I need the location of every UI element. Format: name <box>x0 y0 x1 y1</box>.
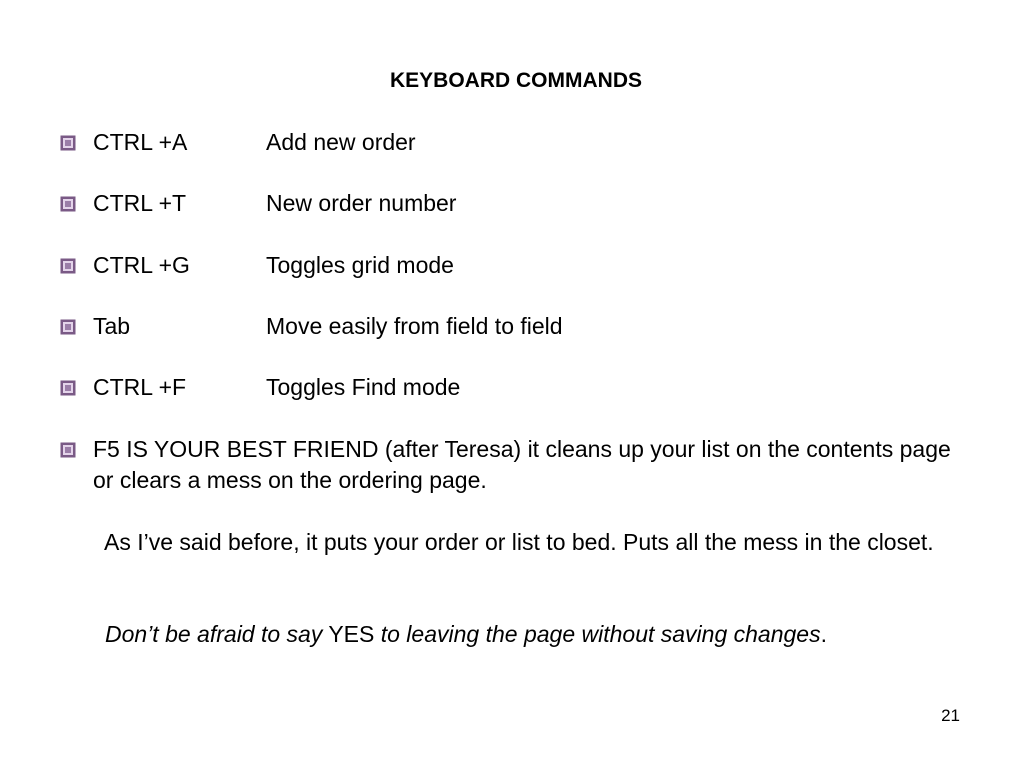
command-key: CTRL +T <box>93 190 187 216</box>
f5-note: As I’ve said before, it puts your order or list to bed. Puts all the mess in the closet. <box>104 529 934 555</box>
command-description: Toggles grid mode <box>266 252 454 278</box>
closing-italic-start: Don’t be afraid to say <box>105 621 323 647</box>
command-key: CTRL +F <box>93 374 187 400</box>
f5-paragraph <box>60 434 960 496</box>
command-description: Toggles Find mode <box>266 374 461 400</box>
command-description: New order number <box>266 190 457 216</box>
closing-emphasis: YES <box>322 621 381 647</box>
square-bullet-icon <box>60 442 76 458</box>
command-key: CTRL +A <box>93 129 188 155</box>
square-bullet-icon <box>60 258 76 274</box>
closing-period: . <box>820 621 827 647</box>
closing-italic-end: to leaving the page without saving changes <box>380 621 821 647</box>
f5-paragraph-text: F5 IS YOUR BEST FRIEND (after Teresa) it cleans up your list on the contents page or clears a mess on the ordering page. <box>93 436 951 493</box>
square-bullet-icon <box>60 380 76 396</box>
command-description: Move easily from field to field <box>266 313 563 339</box>
page-number: 21 <box>941 706 960 725</box>
closing-line <box>105 619 827 650</box>
slide-title: KEYBOARD COMMANDS <box>390 69 642 92</box>
square-bullet-icon <box>60 319 76 335</box>
command-key: CTRL +G <box>93 252 190 278</box>
square-bullet-icon <box>60 135 76 151</box>
command-key: Tab <box>93 313 131 339</box>
command-description: Add new order <box>266 129 416 155</box>
square-bullet-icon <box>60 196 76 212</box>
